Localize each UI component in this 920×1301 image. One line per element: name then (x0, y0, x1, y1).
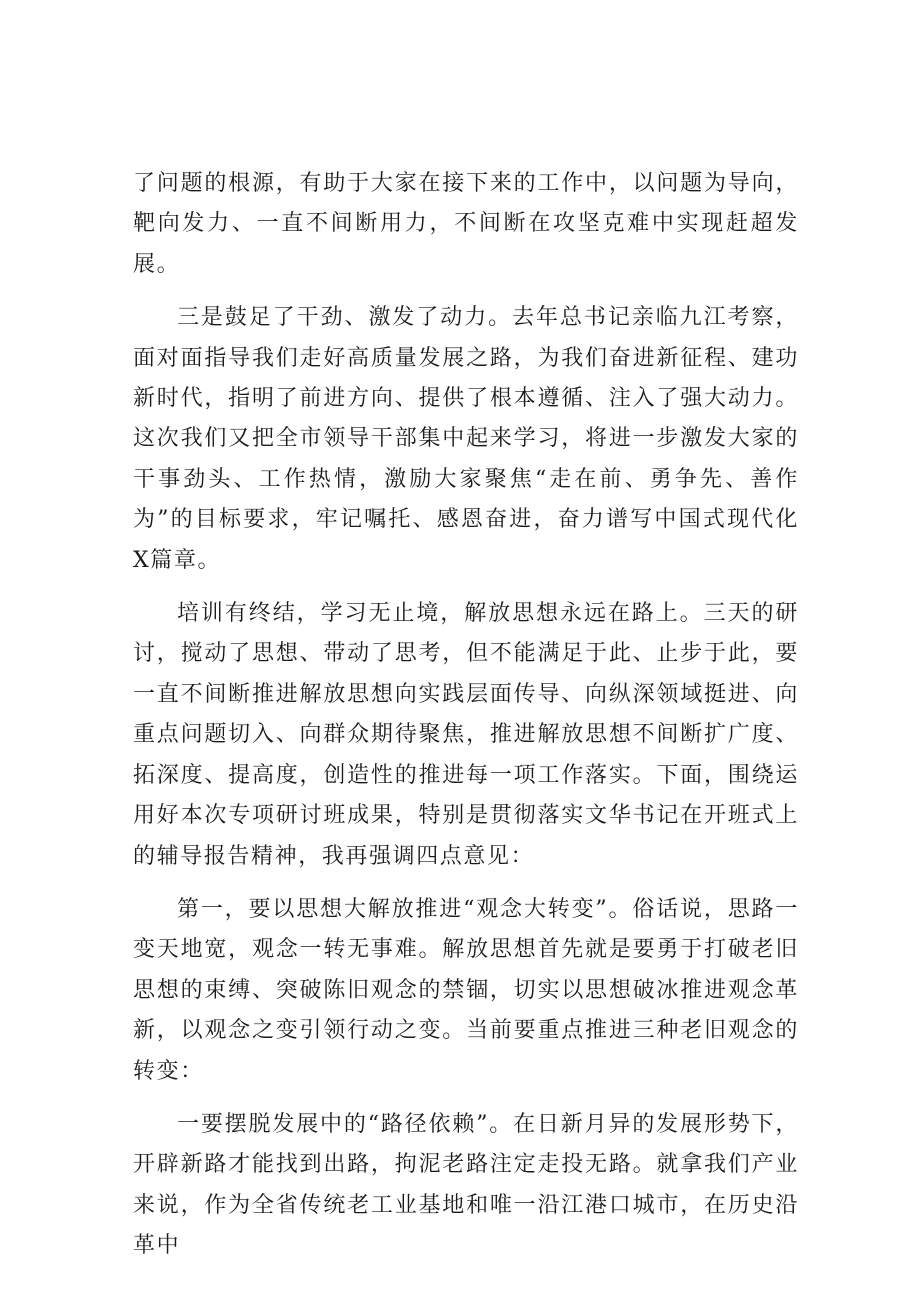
paragraph-third-point: 三是鼓足了干劲、激发了动力。去年总书记亲临九江考察，面对面指导我们走好高质量发展之路，为我们奋进新征程、建功新时代，指明了前进方向、提供了根本遵循、注入了强大动力。这次我们又把全市领导干部集中起来学习，将进一步激发大家的干事劲头、工作热情，激励大家聚焦“走在前、勇争先、善作为”的目标要求，牢记嘱托、感恩奋进，奋力谱写中国式现代化X篇章。 (133, 305, 799, 573)
paragraph-continued: 了问题的根源，有助于大家在接下来的工作中，以问题为导向，靶向发力、一直不间断用力，不间断在攻坚克难中实现赶超发展。 (133, 171, 799, 277)
paragraph-first-opinion: 第一，要以思想大解放推进“观念大转变”。俗话说，思路一变天地宽，观念一转无事难。解放思想首先就是要勇于打破老旧思想的束缚、突破陈旧观念的禁锢，切实以思想破冰推进观念革新，以观念之变引领行动之变。当前要重点推进三种老旧观念的转变： (133, 896, 799, 1084)
paragraph-transition: 培训有终结，学习无止境，解放思想永远在路上。三天的研讨，搅动了思想、带动了思考，但不能满足于此、止步于此，要一直不间断推进解放思想向实践层面传导、向纵深领域挺进、向重点问题切入、向群众期待聚焦，推进解放思想不间断扩广度、拓深度、提高度，创造性的推进每一项工作落实。下面，围绕运用好本次专项研讨班成果，特别是贯彻落实文华书记在开班式上的辅导报告精神，我再强调四点意见： (133, 601, 799, 869)
paragraph-path-dependency: 一要摆脱发展中的“路径依赖”。在日新月异的发展形势下，开辟新路才能找到出路，拘泥老路注定走投无路。就拿我们产业来说，作为全省传统老工业基地和唯一沿江港口城市，在历史沿革中 (133, 1111, 799, 1259)
document-body (133, 164, 799, 1280)
